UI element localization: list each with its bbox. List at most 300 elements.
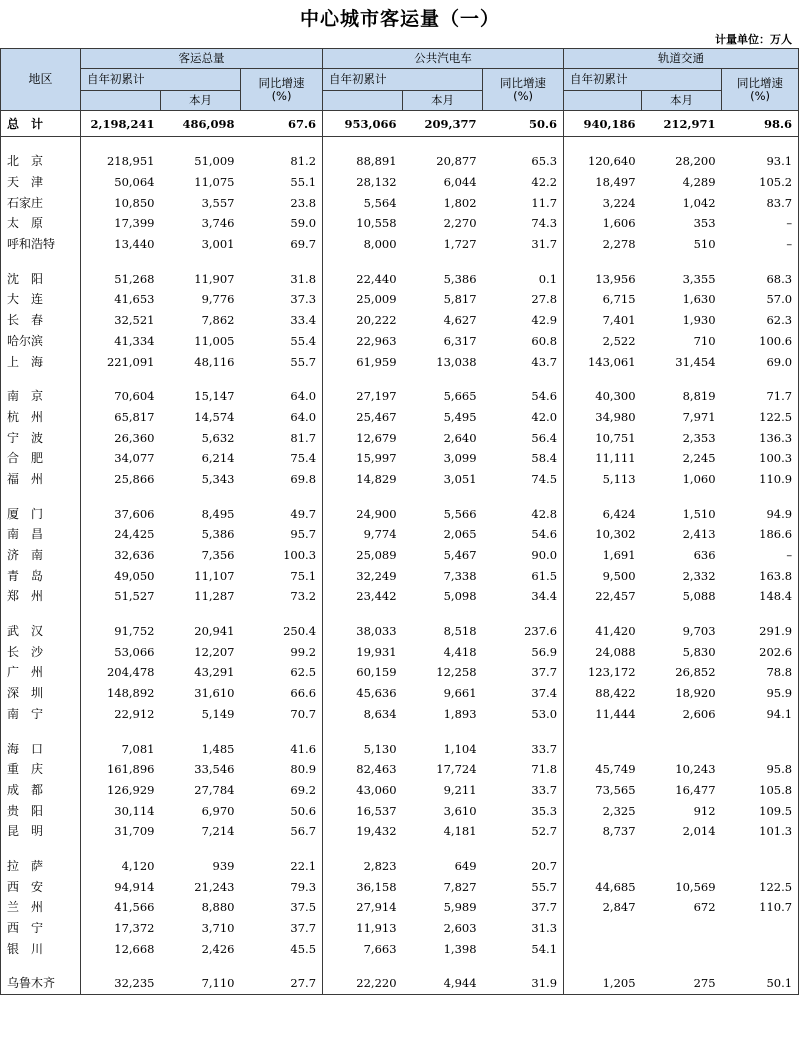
value-cell: 61.5 — [531, 568, 558, 583]
city-row — [1, 351, 799, 372]
value-cell: 4,944 — [403, 973, 483, 994]
city-row — [1, 565, 799, 586]
value-cell: 510 — [693, 237, 716, 252]
city-row — [1, 151, 799, 172]
value-cell: 1,060 — [682, 471, 716, 486]
spacer-cell — [642, 842, 722, 856]
value-cell: 34.4 — [531, 589, 558, 604]
value-cell: 15,147 — [194, 389, 235, 404]
value-cell: 5,113 — [564, 469, 642, 490]
group-spacer — [1, 489, 799, 503]
city-row — [1, 876, 799, 897]
value-cell: 54.1 — [531, 941, 558, 956]
value-cell: 64.0 — [290, 409, 317, 424]
value-cell: 161,896 — [81, 759, 161, 780]
value-cell: 69.7 — [290, 237, 317, 252]
spacer-cell — [81, 724, 161, 738]
value-cell: 50.6 — [290, 803, 317, 818]
spacer-cell — [403, 372, 483, 386]
value-cell: – — [786, 237, 793, 252]
value-cell: 1,630 — [682, 292, 716, 307]
value-cell: 5,830 — [682, 644, 716, 659]
value-cell: 3,099 — [443, 451, 477, 466]
value-cell: 54.6 — [531, 389, 558, 404]
value-cell: 7,110 — [161, 973, 241, 994]
value-cell: 123,172 — [564, 662, 642, 683]
spacer-cell — [323, 842, 403, 856]
yoy-label: 同比增速 — [500, 75, 547, 90]
value-cell: 11,111 — [564, 448, 642, 469]
value-cell: 143,061 — [564, 351, 642, 372]
region-name: 郑 州 — [7, 589, 44, 604]
city-row — [1, 407, 799, 428]
cumulative-subcell — [564, 91, 642, 111]
spacer-cell — [564, 372, 642, 386]
region-name: 太 原 — [7, 216, 44, 231]
value-cell: 94.1 — [766, 706, 793, 721]
value-cell: 66.6 — [290, 686, 317, 701]
spacer-cell — [403, 607, 483, 621]
value-cell: 50.6 — [483, 111, 564, 137]
city-row — [1, 427, 799, 448]
value-cell: 31,610 — [194, 686, 235, 701]
spacer-cell — [564, 489, 642, 503]
city-row — [1, 641, 799, 662]
value-cell: 94,914 — [81, 876, 161, 897]
value-cell: 37.7 — [290, 921, 317, 936]
value-cell: 3,710 — [201, 921, 235, 936]
value-cell: 95.9 — [766, 686, 793, 701]
value-cell: 9,703 — [682, 624, 716, 639]
value-cell: 109.5 — [759, 803, 793, 818]
value-cell — [564, 918, 642, 939]
city-row — [1, 234, 799, 255]
spacer-cell — [403, 724, 483, 738]
value-cell: 20.7 — [531, 858, 558, 873]
value-cell: 44,685 — [564, 876, 642, 897]
spacer-cell — [483, 724, 564, 738]
value-cell: 10,243 — [675, 762, 716, 777]
value-cell: 2,353 — [682, 430, 716, 445]
value-cell — [642, 918, 722, 939]
value-cell: 8,518 — [443, 624, 477, 639]
city-row — [1, 192, 799, 213]
value-cell: 67.6 — [241, 111, 323, 137]
value-cell: 5,632 — [201, 430, 235, 445]
value-cell: 7,401 — [564, 310, 642, 331]
value-cell: 69.0 — [766, 354, 793, 369]
unit-label: 计量单位：万人 — [715, 33, 792, 46]
region-name: 沈 阳 — [7, 271, 44, 286]
value-cell: 58.4 — [531, 451, 558, 466]
value-cell: 80.9 — [290, 762, 317, 777]
value-cell: 6,044 — [443, 175, 477, 190]
value-cell: 62.5 — [290, 665, 317, 680]
value-cell: 24,900 — [323, 503, 403, 524]
value-cell: 5,130 — [323, 738, 403, 759]
region-name: 杭 州 — [7, 409, 44, 424]
value-cell: 28,132 — [323, 172, 403, 193]
value-cell: 11.7 — [531, 195, 558, 210]
value-cell: 14,574 — [194, 409, 235, 424]
value-cell: 82,463 — [323, 759, 403, 780]
value-cell: 1,104 — [443, 741, 477, 756]
spacer-cell — [241, 607, 323, 621]
value-cell: 5,989 — [443, 900, 477, 915]
city-row — [1, 268, 799, 289]
value-cell: 42.9 — [531, 313, 558, 328]
value-cell: 12,679 — [323, 427, 403, 448]
value-cell: 33,546 — [194, 762, 235, 777]
spacer-cell — [722, 254, 799, 268]
pct-label: (%) — [513, 88, 533, 103]
spacer-cell — [722, 959, 799, 973]
value-cell: 37,606 — [81, 503, 161, 524]
cumulative-subcell — [81, 91, 161, 111]
group-spacer — [1, 607, 799, 621]
value-cell: 221,091 — [81, 351, 161, 372]
value-cell — [642, 856, 722, 877]
group-header-total: 客运总量 — [81, 49, 323, 69]
value-cell: 3,001 — [201, 237, 235, 252]
value-cell: 5,495 — [443, 409, 477, 424]
value-cell: 17,399 — [81, 213, 161, 234]
spacer-cell — [161, 254, 241, 268]
value-cell: 53.0 — [531, 706, 558, 721]
value-cell: 100.6 — [759, 333, 793, 348]
region-name: 长 沙 — [7, 644, 44, 659]
value-cell: 55.1 — [290, 175, 317, 190]
spacer-cell — [81, 842, 161, 856]
value-cell: 73,565 — [564, 780, 642, 801]
value-cell: 8,880 — [201, 900, 235, 915]
value-cell: 15,997 — [323, 448, 403, 469]
value-cell: 30,114 — [81, 800, 161, 821]
city-row — [1, 331, 799, 352]
value-cell: 32,521 — [81, 310, 161, 331]
value-cell: 17,724 — [436, 762, 477, 777]
region-name: 深 圳 — [7, 686, 44, 701]
value-cell: 5,467 — [443, 548, 477, 563]
value-cell: 19,432 — [323, 821, 403, 842]
spacer-cell — [81, 137, 161, 152]
group-spacer — [1, 724, 799, 738]
value-cell: 74.5 — [531, 471, 558, 486]
value-cell: 53,066 — [81, 641, 161, 662]
value-cell — [564, 738, 642, 759]
value-cell: 13,440 — [81, 234, 161, 255]
value-cell: 11,287 — [194, 589, 235, 604]
region-name: 合 肥 — [7, 451, 44, 466]
value-cell: 1,205 — [564, 973, 642, 994]
value-cell: 9,211 — [443, 782, 477, 797]
value-cell: 68.3 — [766, 271, 793, 286]
value-cell: 43.7 — [531, 354, 558, 369]
spacer-cell — [81, 959, 161, 973]
value-cell: 353 — [693, 216, 716, 231]
value-cell: 710 — [693, 333, 716, 348]
pct-label: (%) — [750, 88, 770, 103]
spacer-cell — [722, 724, 799, 738]
spacer-cell — [241, 372, 323, 386]
region-name: 南 宁 — [7, 706, 44, 721]
spacer-cell — [323, 724, 403, 738]
city-row — [1, 780, 799, 801]
value-cell: 7,081 — [81, 738, 161, 759]
spacer-cell — [403, 137, 483, 152]
value-cell: 2,413 — [682, 527, 716, 542]
value-cell: 2,606 — [682, 706, 716, 721]
value-cell: 51,527 — [81, 586, 161, 607]
value-cell: 41,653 — [81, 289, 161, 310]
spacer-cell — [323, 254, 403, 268]
spacer-cell — [81, 489, 161, 503]
table-header — [1, 49, 799, 111]
value-cell: 32,249 — [323, 565, 403, 586]
spacer-cell — [1, 842, 81, 856]
value-cell: 4,120 — [81, 856, 161, 877]
value-cell: 50,064 — [81, 172, 161, 193]
value-cell: 122.5 — [759, 409, 793, 424]
value-cell: 6,317 — [443, 333, 477, 348]
value-cell: 27,914 — [323, 897, 403, 918]
value-cell: 122.5 — [759, 879, 793, 894]
city-row — [1, 469, 799, 490]
value-cell: 75.4 — [290, 451, 317, 466]
value-cell: 95.8 — [766, 762, 793, 777]
spacer-cell — [1, 724, 81, 738]
region-name: 拉 萨 — [7, 858, 44, 873]
cumulative-header: 自年初累计 — [323, 69, 483, 91]
value-cell: 3,610 — [443, 803, 477, 818]
value-cell: 3,224 — [564, 192, 642, 213]
region-name: 银 川 — [7, 941, 44, 956]
value-cell: 7,663 — [323, 938, 403, 959]
value-cell: 2,640 — [443, 430, 477, 445]
city-row — [1, 800, 799, 821]
value-cell: 12,258 — [436, 665, 477, 680]
city-row — [1, 621, 799, 642]
value-cell: 7,338 — [443, 568, 477, 583]
value-cell: 42.8 — [531, 506, 558, 521]
value-cell: 42.0 — [531, 409, 558, 424]
value-cell: 6,970 — [201, 803, 235, 818]
value-cell: 95.7 — [290, 527, 317, 542]
value-cell: 41.6 — [290, 741, 317, 756]
value-cell: 27.7 — [241, 973, 323, 994]
value-cell — [564, 938, 642, 959]
spacer-cell — [483, 959, 564, 973]
value-cell: 11,107 — [194, 568, 235, 583]
value-cell: 88,422 — [564, 683, 642, 704]
value-cell: 35.3 — [531, 803, 558, 818]
value-cell: 73.2 — [290, 589, 317, 604]
table-body — [1, 111, 799, 995]
value-cell: 5,386 — [443, 271, 477, 286]
value-cell: 1,398 — [443, 941, 477, 956]
region-name: 福 州 — [7, 471, 44, 486]
spacer-cell — [642, 607, 722, 621]
value-cell: 16,537 — [323, 800, 403, 821]
value-cell: 3,355 — [682, 271, 716, 286]
value-cell: 3,746 — [201, 216, 235, 231]
value-cell: 1,727 — [443, 237, 477, 252]
yoy-label: 同比增速 — [737, 75, 784, 90]
value-cell: 10,302 — [564, 524, 642, 545]
city-row — [1, 586, 799, 607]
value-cell: 13,038 — [436, 354, 477, 369]
value-cell: 64.0 — [290, 389, 317, 404]
value-cell: 2,270 — [443, 216, 477, 231]
region-header: 地区 — [1, 49, 81, 111]
value-cell: 22,457 — [564, 586, 642, 607]
city-row — [1, 310, 799, 331]
value-cell: 4,627 — [443, 313, 477, 328]
value-cell: 8,634 — [323, 704, 403, 725]
value-cell: 1,691 — [564, 545, 642, 566]
value-cell: 45.5 — [290, 941, 317, 956]
value-cell: 93.1 — [766, 154, 793, 169]
value-cell: 37.7 — [531, 900, 558, 915]
spacer-cell — [403, 959, 483, 973]
value-cell: 8,495 — [201, 506, 235, 521]
value-cell: 1,485 — [201, 741, 235, 756]
value-cell: 25,467 — [323, 407, 403, 428]
region-name: 西 安 — [7, 879, 44, 894]
spacer-cell — [1, 254, 81, 268]
value-cell: 2,278 — [564, 234, 642, 255]
spacer-cell — [1, 607, 81, 621]
spacer-cell — [564, 842, 642, 856]
yoy-header — [483, 69, 564, 111]
value-cell: 8,000 — [323, 234, 403, 255]
value-cell: 5,088 — [682, 589, 716, 604]
value-cell: 148,892 — [81, 683, 161, 704]
cumulative-subcell — [323, 91, 403, 111]
value-cell: 50.1 — [722, 973, 799, 994]
group-spacer — [1, 842, 799, 856]
value-cell — [722, 856, 799, 877]
value-cell: 94.9 — [766, 506, 793, 521]
value-cell: 2,245 — [682, 451, 716, 466]
value-cell: 31.7 — [531, 237, 558, 252]
value-cell: 31.9 — [483, 973, 564, 994]
value-cell: 212,971 — [642, 111, 722, 137]
value-cell: 33.4 — [290, 313, 317, 328]
value-cell: 940,186 — [564, 111, 642, 137]
spacer-cell — [403, 842, 483, 856]
spacer-cell — [642, 137, 722, 152]
spacer-cell — [323, 137, 403, 152]
city-row — [1, 662, 799, 683]
value-cell: 2,332 — [682, 568, 716, 583]
value-cell: 43,060 — [323, 780, 403, 801]
value-cell: 101.3 — [759, 824, 793, 839]
value-cell: 51,268 — [81, 268, 161, 289]
value-cell: 57.0 — [766, 292, 793, 307]
value-cell: 45,636 — [323, 683, 403, 704]
value-cell: 2,065 — [443, 527, 477, 542]
spacer-cell — [483, 372, 564, 386]
spacer-cell — [483, 254, 564, 268]
value-cell: 218,951 — [81, 151, 161, 172]
group-spacer — [1, 372, 799, 386]
spacer-cell — [81, 254, 161, 268]
spacer-cell — [81, 607, 161, 621]
region-name: 兰 州 — [7, 900, 44, 915]
value-cell: 18,497 — [564, 172, 642, 193]
spacer-cell — [564, 254, 642, 268]
spacer-cell — [642, 372, 722, 386]
region-name: 天 津 — [7, 175, 44, 190]
value-cell: 5,149 — [201, 706, 235, 721]
value-cell: 34,077 — [81, 448, 161, 469]
region-name: 北 京 — [7, 154, 44, 169]
value-cell: 6,424 — [564, 503, 642, 524]
value-cell: 23.8 — [290, 195, 317, 210]
region-name: 大 连 — [7, 292, 44, 307]
value-cell: 28,200 — [675, 154, 716, 169]
group-spacer — [1, 137, 799, 152]
value-cell — [564, 856, 642, 877]
value-cell: 22,440 — [323, 268, 403, 289]
value-cell: 26,360 — [81, 427, 161, 448]
value-cell: 83.7 — [766, 195, 793, 210]
region-name: 贵 阳 — [7, 803, 44, 818]
value-cell: 31,454 — [675, 354, 716, 369]
value-cell: 62.3 — [766, 313, 793, 328]
value-cell: 1,042 — [682, 195, 716, 210]
city-row — [1, 386, 799, 407]
spacer-cell — [323, 372, 403, 386]
value-cell: 21,243 — [194, 879, 235, 894]
region-name: 南 京 — [7, 389, 44, 404]
value-cell: 12,207 — [194, 644, 235, 659]
value-cell: 12,668 — [81, 938, 161, 959]
value-cell: 1,802 — [443, 195, 477, 210]
value-cell: 81.7 — [290, 430, 317, 445]
value-cell: 8,737 — [564, 821, 642, 842]
spacer-cell — [161, 842, 241, 856]
city-row — [1, 856, 799, 877]
value-cell: 110.9 — [759, 471, 793, 486]
value-cell: 55.7 — [531, 879, 558, 894]
value-cell: 120,640 — [564, 151, 642, 172]
value-cell: 105.8 — [759, 782, 793, 797]
value-cell: 1,510 — [682, 506, 716, 521]
value-cell: 37.4 — [531, 686, 558, 701]
value-cell: 60,159 — [323, 662, 403, 683]
value-cell: 24,425 — [81, 524, 161, 545]
value-cell: 32,235 — [81, 973, 161, 994]
value-cell: 9,661 — [443, 686, 477, 701]
value-cell: 11,005 — [194, 333, 235, 348]
value-cell: 31.8 — [290, 271, 317, 286]
value-cell: 20,222 — [323, 310, 403, 331]
value-cell: 163.8 — [759, 568, 793, 583]
value-cell: 71.7 — [766, 389, 793, 404]
group-spacer — [1, 959, 799, 973]
month-header: 本月 — [403, 91, 483, 111]
value-cell — [722, 918, 799, 939]
value-cell: 22,220 — [323, 973, 403, 994]
city-row — [1, 289, 799, 310]
region-name: 海 口 — [7, 741, 44, 756]
spacer-cell — [161, 724, 241, 738]
value-cell: 33.7 — [531, 741, 558, 756]
value-cell: 2,198,241 — [81, 111, 161, 137]
value-cell: 55.7 — [290, 354, 317, 369]
